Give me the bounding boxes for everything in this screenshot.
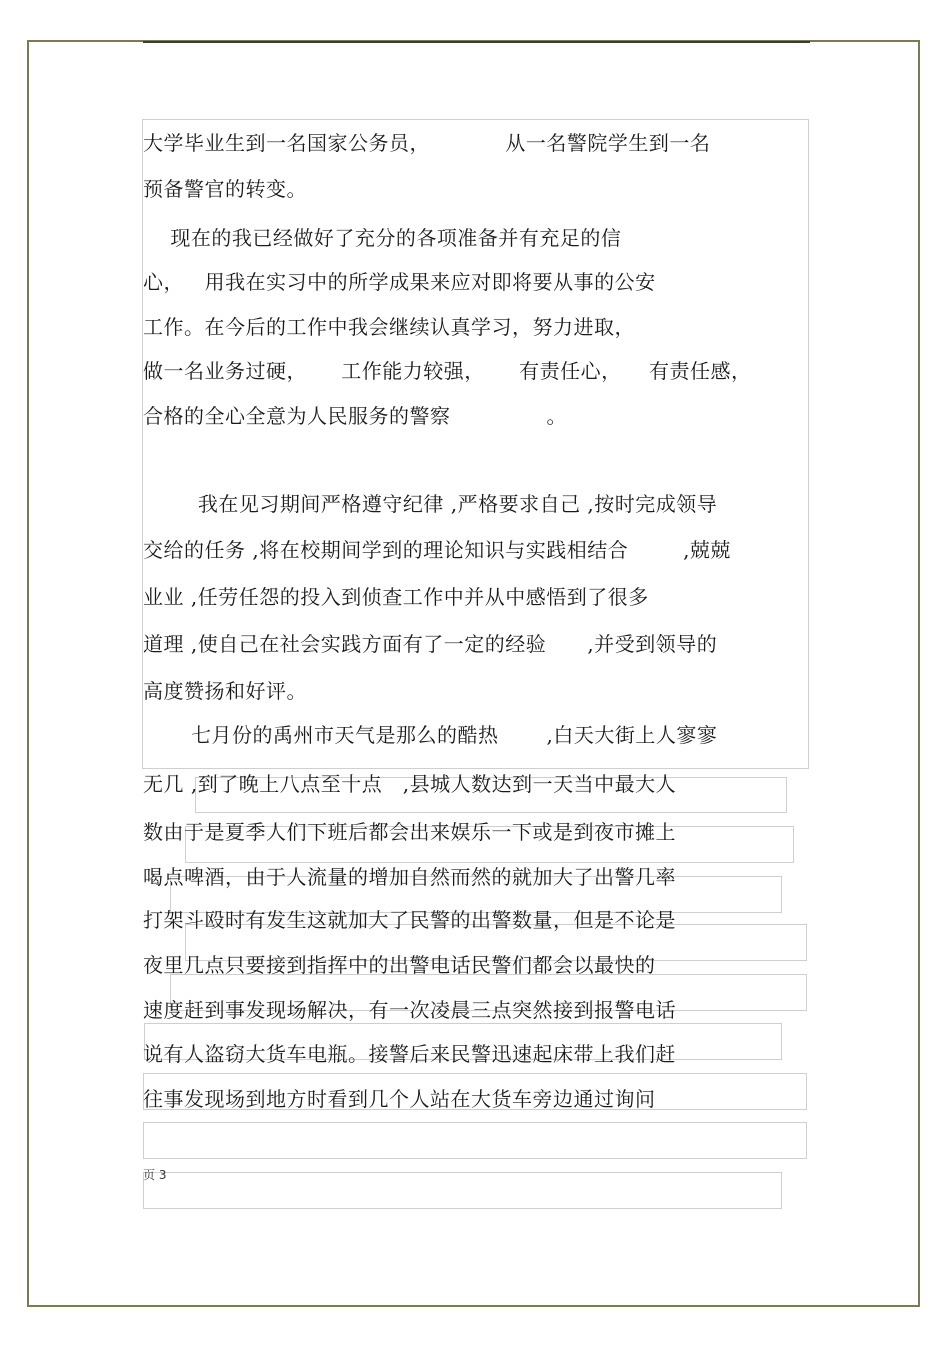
text-line: 无几 ,到了晚上八点至十点 ,县城人数达到一天当中最大人 bbox=[143, 772, 677, 796]
text-line: 心， 用我在实习中的所学成果来应对即将要从事的公安 bbox=[143, 270, 656, 294]
text-line: 我在见习期间严格遵守纪律 ,严格要求自己 ,按时完成领导 bbox=[143, 492, 718, 516]
header-rule bbox=[143, 41, 810, 43]
text-line: 道理 ,使自己在社会实践方面有了一定的经验 ,并受到领导的 bbox=[143, 632, 718, 656]
text-line: 业业 ,任劳任怨的投入到侦查工作中并从中感悟到了很多 bbox=[143, 585, 649, 609]
text-line: 数由于是夏季人们下班后都会出来娱乐一下或是到夜市摊上 bbox=[143, 820, 676, 844]
text-line: 往事发现场到地方时看到几个人站在大货车旁边通过询问 bbox=[143, 1087, 656, 1111]
text-line: 预备警官的转变。 bbox=[143, 177, 307, 201]
text-line: 说有人盗窃大货车电瓶。接警后来民警迅速起床带上我们赶 bbox=[143, 1042, 676, 1066]
text-line: 交给的任务 ,将在校期间学到的理论知识与实践相结合 ,兢兢 bbox=[143, 538, 731, 562]
text-line: 夜里几点只要接到指挥中的出警电话民警们都会以最快的 bbox=[143, 953, 656, 977]
line-frame bbox=[143, 1122, 807, 1159]
text-line: 合格的全心全意为人民服务的警察 。 bbox=[143, 404, 568, 428]
text-line: 大学毕业生到一名国家公务员， 从一名警院学生到一名 bbox=[143, 131, 711, 155]
text-line: 工作。在今后的工作中我会继续认真学习，努力进取， bbox=[143, 315, 635, 339]
line-frame bbox=[143, 1172, 782, 1209]
text-line: 喝点啤酒，由于人流量的增加自然而然的就加大了出警几率 bbox=[143, 865, 676, 889]
text-block-frame bbox=[142, 119, 809, 769]
text-line: 七月份的禹州市天气是那么的酷热 ,白天大街上人寥寥 bbox=[143, 723, 718, 747]
text-line: 速度赶到事发现场解决，有一次凌晨三点突然接到报警电话 bbox=[143, 998, 676, 1022]
text-line: 高度赞扬和好评。 bbox=[143, 679, 307, 703]
text-line: 现在的我已经做好了充分的各项准备并有充足的信 bbox=[143, 226, 622, 250]
page-number: 页 3 bbox=[143, 1168, 167, 1182]
text-line: 打架斗殴时有发生这就加大了民警的出警数量，但是不论是 bbox=[143, 908, 676, 932]
text-line: 做一名业务过硬， 工作能力较强， 有责任心， 有责任感， bbox=[143, 359, 752, 383]
